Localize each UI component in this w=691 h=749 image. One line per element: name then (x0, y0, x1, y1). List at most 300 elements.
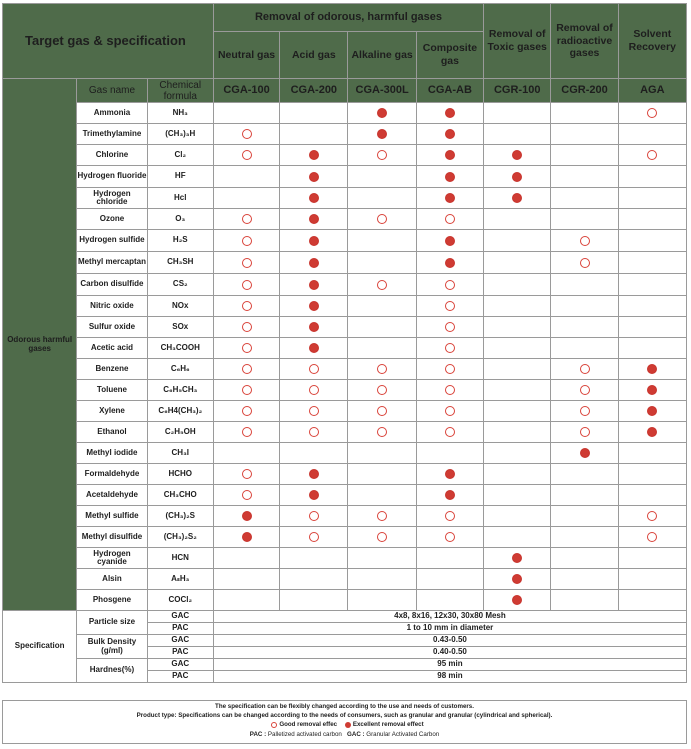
removal-effect-cell (348, 443, 416, 464)
removal-effect-cell (551, 103, 618, 124)
removal-effect-cell (280, 252, 348, 274)
removal-effect-cell (348, 590, 416, 611)
removal-effect-cell (484, 569, 551, 590)
removal-effect-cell (416, 296, 483, 317)
excellent-removal-marker (647, 385, 657, 395)
removal-effect-cell (618, 380, 686, 401)
removal-effect-cell (551, 422, 618, 443)
removal-effect-cell (484, 548, 551, 569)
excellent-removal-marker (309, 236, 319, 246)
removal-effect-cell (213, 485, 279, 506)
good-removal-marker (242, 150, 252, 160)
table-row (3, 401, 687, 422)
good-removal-marker (242, 129, 252, 139)
good-removal-marker (445, 322, 455, 332)
removal-effect-cell (280, 401, 348, 422)
good-removal-marker (647, 511, 657, 521)
removal-effect-cell (280, 188, 348, 209)
pac-full: Palletized activated carbon (267, 730, 342, 738)
removal-effect-cell (213, 380, 279, 401)
removal-effect-cell (280, 317, 348, 338)
removal-effect-cell (213, 569, 279, 590)
removal-effect-cell (213, 296, 279, 317)
removal-effect-cell (551, 380, 618, 401)
removal-effect-cell (416, 464, 483, 485)
good-removal-marker (309, 364, 319, 374)
removal-effect-cell (551, 443, 618, 464)
removal-effect-cell (213, 252, 279, 274)
excellent-removal-marker (512, 193, 522, 203)
removal-effect-cell (551, 124, 618, 145)
removal-effect-cell (280, 485, 348, 506)
table-row (3, 230, 687, 252)
removal-effect-cell (213, 230, 279, 252)
excellent-removal-marker (309, 258, 319, 268)
table-row (3, 506, 687, 527)
bulk-density-label: Bulk Density (g/ml) (77, 635, 147, 659)
removal-effect-cell (280, 230, 348, 252)
removal-effect-cell (280, 274, 348, 296)
legend-excellent-label: Excellent removal effect (352, 721, 424, 729)
good-removal-marker (580, 236, 590, 246)
pac-abbr: PAC : (249, 730, 267, 738)
removal-effect-cell (280, 548, 348, 569)
gas-name-cell: Ammonia (77, 103, 147, 124)
gas-name-cell: Methyl sulfide (77, 506, 147, 527)
good-removal-marker (445, 214, 455, 224)
chemical-formula-cell: C₆H4(CH₃)₂ (147, 401, 213, 422)
good-removal-marker (309, 427, 319, 437)
removal-effect-cell (213, 338, 279, 359)
removal-effect-cell (213, 317, 279, 338)
chemical-formula-cell: CH₃I (147, 443, 213, 464)
excellent-removal-marker (445, 490, 455, 500)
removal-effect-cell (348, 252, 416, 274)
removal-effect-cell (484, 103, 551, 124)
group-odorous-header: Removal of odorous, harmful gases (213, 4, 483, 32)
removal-effect-cell (348, 103, 416, 124)
removal-effect-cell (213, 145, 279, 166)
removal-effect-cell (618, 548, 686, 569)
gas-name-cell: Alsin (77, 569, 147, 590)
removal-effect-cell (280, 145, 348, 166)
removal-effect-cell (280, 569, 348, 590)
good-removal-marker (242, 322, 252, 332)
removal-effect-cell (213, 124, 279, 145)
chemical-formula-cell: SOx (147, 317, 213, 338)
footer-line-1: The specification can be flexibly changed according to the use and needs of customers. (215, 703, 474, 710)
excellent-removal-marker (309, 150, 319, 160)
removal-effect-cell (348, 230, 416, 252)
product-code-header: CGA-300L (348, 79, 416, 103)
table-row (3, 296, 687, 317)
good-removal-marker (647, 532, 657, 542)
side-label: Odorous harmful gases (3, 79, 77, 611)
removal-effect-cell (551, 464, 618, 485)
table-row (3, 464, 687, 485)
removal-effect-cell (348, 548, 416, 569)
removal-effect-cell (618, 230, 686, 252)
good-removal-marker (242, 301, 252, 311)
removal-effect-cell (618, 443, 686, 464)
good-removal-marker (377, 406, 387, 416)
removal-effect-cell (618, 103, 686, 124)
removal-effect-cell (484, 401, 551, 422)
removal-effect-cell (213, 274, 279, 296)
removal-effect-cell (551, 252, 618, 274)
excellent-removal-marker (309, 469, 319, 479)
removal-effect-cell (348, 464, 416, 485)
removal-effect-cell (348, 380, 416, 401)
chemical-formula-cell: C₆H₅CH₃ (147, 380, 213, 401)
spec-row (3, 659, 687, 671)
footer-abbreviations (3, 730, 686, 739)
good-removal-marker (309, 385, 319, 395)
gas-name-cell: Phosgene (77, 590, 147, 611)
excellent-removal-marker (580, 448, 590, 458)
hardness-pac-value: 98 min (213, 671, 686, 683)
removal-effect-cell (416, 380, 483, 401)
gac-abbr: GAC : (347, 730, 365, 738)
good-removal-marker (242, 490, 252, 500)
removal-effect-cell (213, 209, 279, 230)
removal-effect-cell (416, 422, 483, 443)
specification-label: Specification (3, 611, 77, 683)
removal-effect-cell (213, 527, 279, 548)
gas-name-cell: Xylene (77, 401, 147, 422)
removal-effect-cell (416, 252, 483, 274)
product-code-header: CGA-AB (416, 79, 483, 103)
removal-effect-cell (348, 317, 416, 338)
table-row (3, 166, 687, 188)
removal-effect-cell (484, 145, 551, 166)
good-removal-marker (377, 280, 387, 290)
table-row (3, 380, 687, 401)
good-removal-marker (580, 406, 590, 416)
gas-name-cell: Methyl mercaptan (77, 252, 147, 274)
removal-effect-cell (551, 569, 618, 590)
removal-effect-cell (280, 380, 348, 401)
chemical-formula-cell: CH₃SH (147, 252, 213, 274)
removal-effect-cell (280, 296, 348, 317)
sub-neutral-header: Neutral gas (213, 32, 279, 79)
removal-effect-cell (416, 103, 483, 124)
good-removal-marker (242, 469, 252, 479)
table-row (3, 317, 687, 338)
good-removal-marker (377, 511, 387, 521)
spec-row (3, 635, 687, 647)
good-removal-marker (445, 406, 455, 416)
removal-effect-cell (213, 506, 279, 527)
removal-effect-cell (551, 485, 618, 506)
good-removal-marker (242, 343, 252, 353)
removal-effect-cell (348, 359, 416, 380)
removal-effect-cell (618, 485, 686, 506)
excellent-removal-marker (647, 406, 657, 416)
gac-type-cell: GAC (147, 659, 213, 671)
chemical-formula-cell: O₃ (147, 209, 213, 230)
removal-effect-cell (280, 590, 348, 611)
gas-name-cell: Acetic acid (77, 338, 147, 359)
bulk-density-pac-value: 0.40-0.50 (213, 647, 686, 659)
removal-effect-cell (348, 124, 416, 145)
removal-effect-cell (551, 359, 618, 380)
table-row (3, 443, 687, 464)
removal-effect-cell (416, 338, 483, 359)
product-code-header: CGR-100 (484, 79, 551, 103)
removal-effect-cell (484, 338, 551, 359)
chemical-formula-cell: H₂S (147, 230, 213, 252)
excellent-removal-marker (445, 129, 455, 139)
removal-effect-cell (213, 103, 279, 124)
removal-effect-cell (416, 209, 483, 230)
table-row (3, 548, 687, 569)
removal-effect-cell (280, 338, 348, 359)
particle-size-gac-value: 4x8, 8x16, 12x30, 30x80 Mesh (213, 611, 686, 623)
chemical-formula-cell: CS₂ (147, 274, 213, 296)
removal-effect-cell (484, 296, 551, 317)
good-removal-marker (377, 150, 387, 160)
excellent-removal-marker (309, 193, 319, 203)
removal-effect-cell (348, 338, 416, 359)
good-removal-marker (377, 364, 387, 374)
removal-effect-cell (213, 443, 279, 464)
removal-effect-cell (618, 274, 686, 296)
good-removal-marker (242, 385, 252, 395)
good-removal-marker (445, 385, 455, 395)
excellent-removal-marker (445, 469, 455, 479)
table-row (3, 274, 687, 296)
gas-spec-table (2, 3, 687, 683)
gas-name-cell: Nitric oxide (77, 296, 147, 317)
table-row (3, 422, 687, 443)
removal-effect-cell (416, 506, 483, 527)
good-removal-marker (445, 343, 455, 353)
group-toxic-header: Removal of Toxic gases (484, 4, 551, 79)
good-removal-marker (242, 364, 252, 374)
table-row (3, 188, 687, 209)
removal-effect-cell (416, 548, 483, 569)
removal-effect-cell (213, 548, 279, 569)
good-removal-marker (377, 214, 387, 224)
removal-effect-cell (551, 296, 618, 317)
group-radioactive-header: Removal of radioactive gases (551, 4, 618, 79)
removal-effect-cell (280, 359, 348, 380)
pac-type-cell: PAC (147, 647, 213, 659)
removal-effect-cell (551, 338, 618, 359)
excellent-removal-marker (309, 343, 319, 353)
removal-effect-cell (213, 464, 279, 485)
removal-effect-cell (551, 209, 618, 230)
good-removal-marker (580, 427, 590, 437)
removal-effect-cell (416, 485, 483, 506)
gas-name-cell: Hydrogen chloride (77, 188, 147, 209)
table-row (3, 485, 687, 506)
chemical-formula-cell: AₛH₃ (147, 569, 213, 590)
removal-effect-cell (618, 188, 686, 209)
removal-effect-cell (348, 422, 416, 443)
excellent-removal-marker (647, 427, 657, 437)
removal-effect-cell (416, 359, 483, 380)
removal-effect-cell (416, 527, 483, 548)
good-removal-marker (445, 511, 455, 521)
removal-effect-cell (618, 422, 686, 443)
gas-name-cell: Acetaldehyde (77, 485, 147, 506)
removal-effect-cell (618, 209, 686, 230)
table-row (3, 590, 687, 611)
pac-type-cell: PAC (147, 623, 213, 635)
excellent-removal-marker (445, 193, 455, 203)
removal-effect-cell (348, 296, 416, 317)
removal-effect-cell (484, 485, 551, 506)
removal-effect-cell (551, 188, 618, 209)
removal-effect-cell (280, 527, 348, 548)
removal-effect-cell (551, 548, 618, 569)
gas-name-cell: Chlorine (77, 145, 147, 166)
good-removal-marker (309, 406, 319, 416)
good-removal-marker (377, 427, 387, 437)
chemical-formula-cell: (CH₃)₃H (147, 124, 213, 145)
excellent-removal-marker (647, 364, 657, 374)
good-removal-marker (377, 385, 387, 395)
removal-effect-cell (551, 317, 618, 338)
removal-effect-cell (484, 443, 551, 464)
removal-effect-cell (551, 145, 618, 166)
removal-effect-cell (416, 443, 483, 464)
chemical-formula-cell: C₆H₆ (147, 359, 213, 380)
removal-effect-cell (280, 422, 348, 443)
chemical-formula-cell: HCN (147, 548, 213, 569)
removal-effect-cell (484, 506, 551, 527)
excellent-removal-marker (445, 150, 455, 160)
removal-effect-cell (280, 103, 348, 124)
excellent-removal-marker (512, 574, 522, 584)
excellent-removal-marker (445, 108, 455, 118)
table-row (3, 527, 687, 548)
gas-name-cell: Ethanol (77, 422, 147, 443)
removal-effect-cell (618, 464, 686, 485)
gas-name-cell: Methyl iodide (77, 443, 147, 464)
chemical-formula-cell: Hcl (147, 188, 213, 209)
removal-effect-cell (280, 209, 348, 230)
removal-effect-cell (280, 124, 348, 145)
good-removal-marker (242, 214, 252, 224)
excellent-removal-marker (512, 595, 522, 605)
good-removal-marker (242, 280, 252, 290)
removal-effect-cell (618, 506, 686, 527)
excellent-removal-marker (309, 172, 319, 182)
footer-notes (2, 700, 687, 744)
removal-effect-cell (213, 166, 279, 188)
excellent-removal-marker (445, 258, 455, 268)
table-row (3, 359, 687, 380)
removal-effect-cell (213, 422, 279, 443)
removal-effect-cell (280, 443, 348, 464)
excellent-removal-marker (445, 236, 455, 246)
removal-effect-cell (551, 166, 618, 188)
good-removal-marker (445, 364, 455, 374)
hardness-gac-value: 95 min (213, 659, 686, 671)
removal-effect-cell (484, 464, 551, 485)
removal-effect-cell (416, 569, 483, 590)
removal-effect-cell (416, 590, 483, 611)
hardness-label: Hardnes(%) (77, 659, 147, 683)
good-removal-legend-icon (271, 722, 277, 728)
sub-acid-header: Acid gas (280, 32, 348, 79)
table-row (3, 569, 687, 590)
spec-row (3, 611, 687, 623)
good-removal-marker (580, 258, 590, 268)
table-row (3, 209, 687, 230)
table-row (3, 338, 687, 359)
excellent-removal-marker (512, 150, 522, 160)
chemical-formula-cell: CH₃COOH (147, 338, 213, 359)
removal-effect-cell (551, 401, 618, 422)
removal-effect-cell (551, 590, 618, 611)
removal-effect-cell (484, 166, 551, 188)
removal-effect-cell (348, 485, 416, 506)
removal-effect-cell (618, 145, 686, 166)
chemical-formula-cell: Cl₂ (147, 145, 213, 166)
group-solvent-header: Solvent Recovery (618, 4, 686, 79)
excellent-removal-marker (445, 172, 455, 182)
removal-effect-cell (484, 274, 551, 296)
good-removal-marker (445, 280, 455, 290)
good-removal-marker (242, 427, 252, 437)
good-removal-marker (445, 532, 455, 542)
removal-effect-cell (484, 590, 551, 611)
gas-name-cell: Hydrogen cyanide (77, 548, 147, 569)
removal-effect-cell (280, 464, 348, 485)
removal-effect-cell (618, 527, 686, 548)
table-row (3, 124, 687, 145)
excellent-removal-marker (309, 214, 319, 224)
removal-effect-cell (348, 209, 416, 230)
removal-effect-cell (213, 590, 279, 611)
footer-line-2: Product type: Specifications can be changed according to the needs of consumers, such as granular and granular (cylindrical and spherical). (136, 712, 553, 720)
table-row (3, 252, 687, 274)
gas-name-cell: Benzene (77, 359, 147, 380)
chemical-formula-cell: HCHO (147, 464, 213, 485)
good-removal-marker (580, 385, 590, 395)
table-corner-title: Target gas & specification (3, 4, 214, 79)
chemical-formula-cell: NH₃ (147, 103, 213, 124)
good-removal-marker (309, 511, 319, 521)
excellent-removal-marker (242, 511, 252, 521)
chemical-formula-cell: C₂H₅OH (147, 422, 213, 443)
gas-name-cell: Methyl disulfide (77, 527, 147, 548)
footer-legend (3, 720, 686, 729)
removal-effect-cell (618, 590, 686, 611)
particle-size-label: Particle size (77, 611, 147, 635)
chemical-formula-cell: CH₃CHO (147, 485, 213, 506)
removal-effect-cell (213, 188, 279, 209)
excellent-removal-marker (377, 108, 387, 118)
excellent-removal-marker (309, 301, 319, 311)
removal-effect-cell (484, 359, 551, 380)
bulk-density-gac-value: 0.43-0.50 (213, 635, 686, 647)
removal-effect-cell (348, 506, 416, 527)
removal-effect-cell (551, 527, 618, 548)
removal-effect-cell (348, 188, 416, 209)
removal-effect-cell (484, 422, 551, 443)
sub-alkaline-header: Alkaline gas (348, 32, 416, 79)
pac-type-cell: PAC (147, 671, 213, 683)
chemical-formula-cell: COCl₂ (147, 590, 213, 611)
excellent-removal-marker (309, 322, 319, 332)
removal-effect-cell (348, 145, 416, 166)
removal-effect-cell (484, 124, 551, 145)
